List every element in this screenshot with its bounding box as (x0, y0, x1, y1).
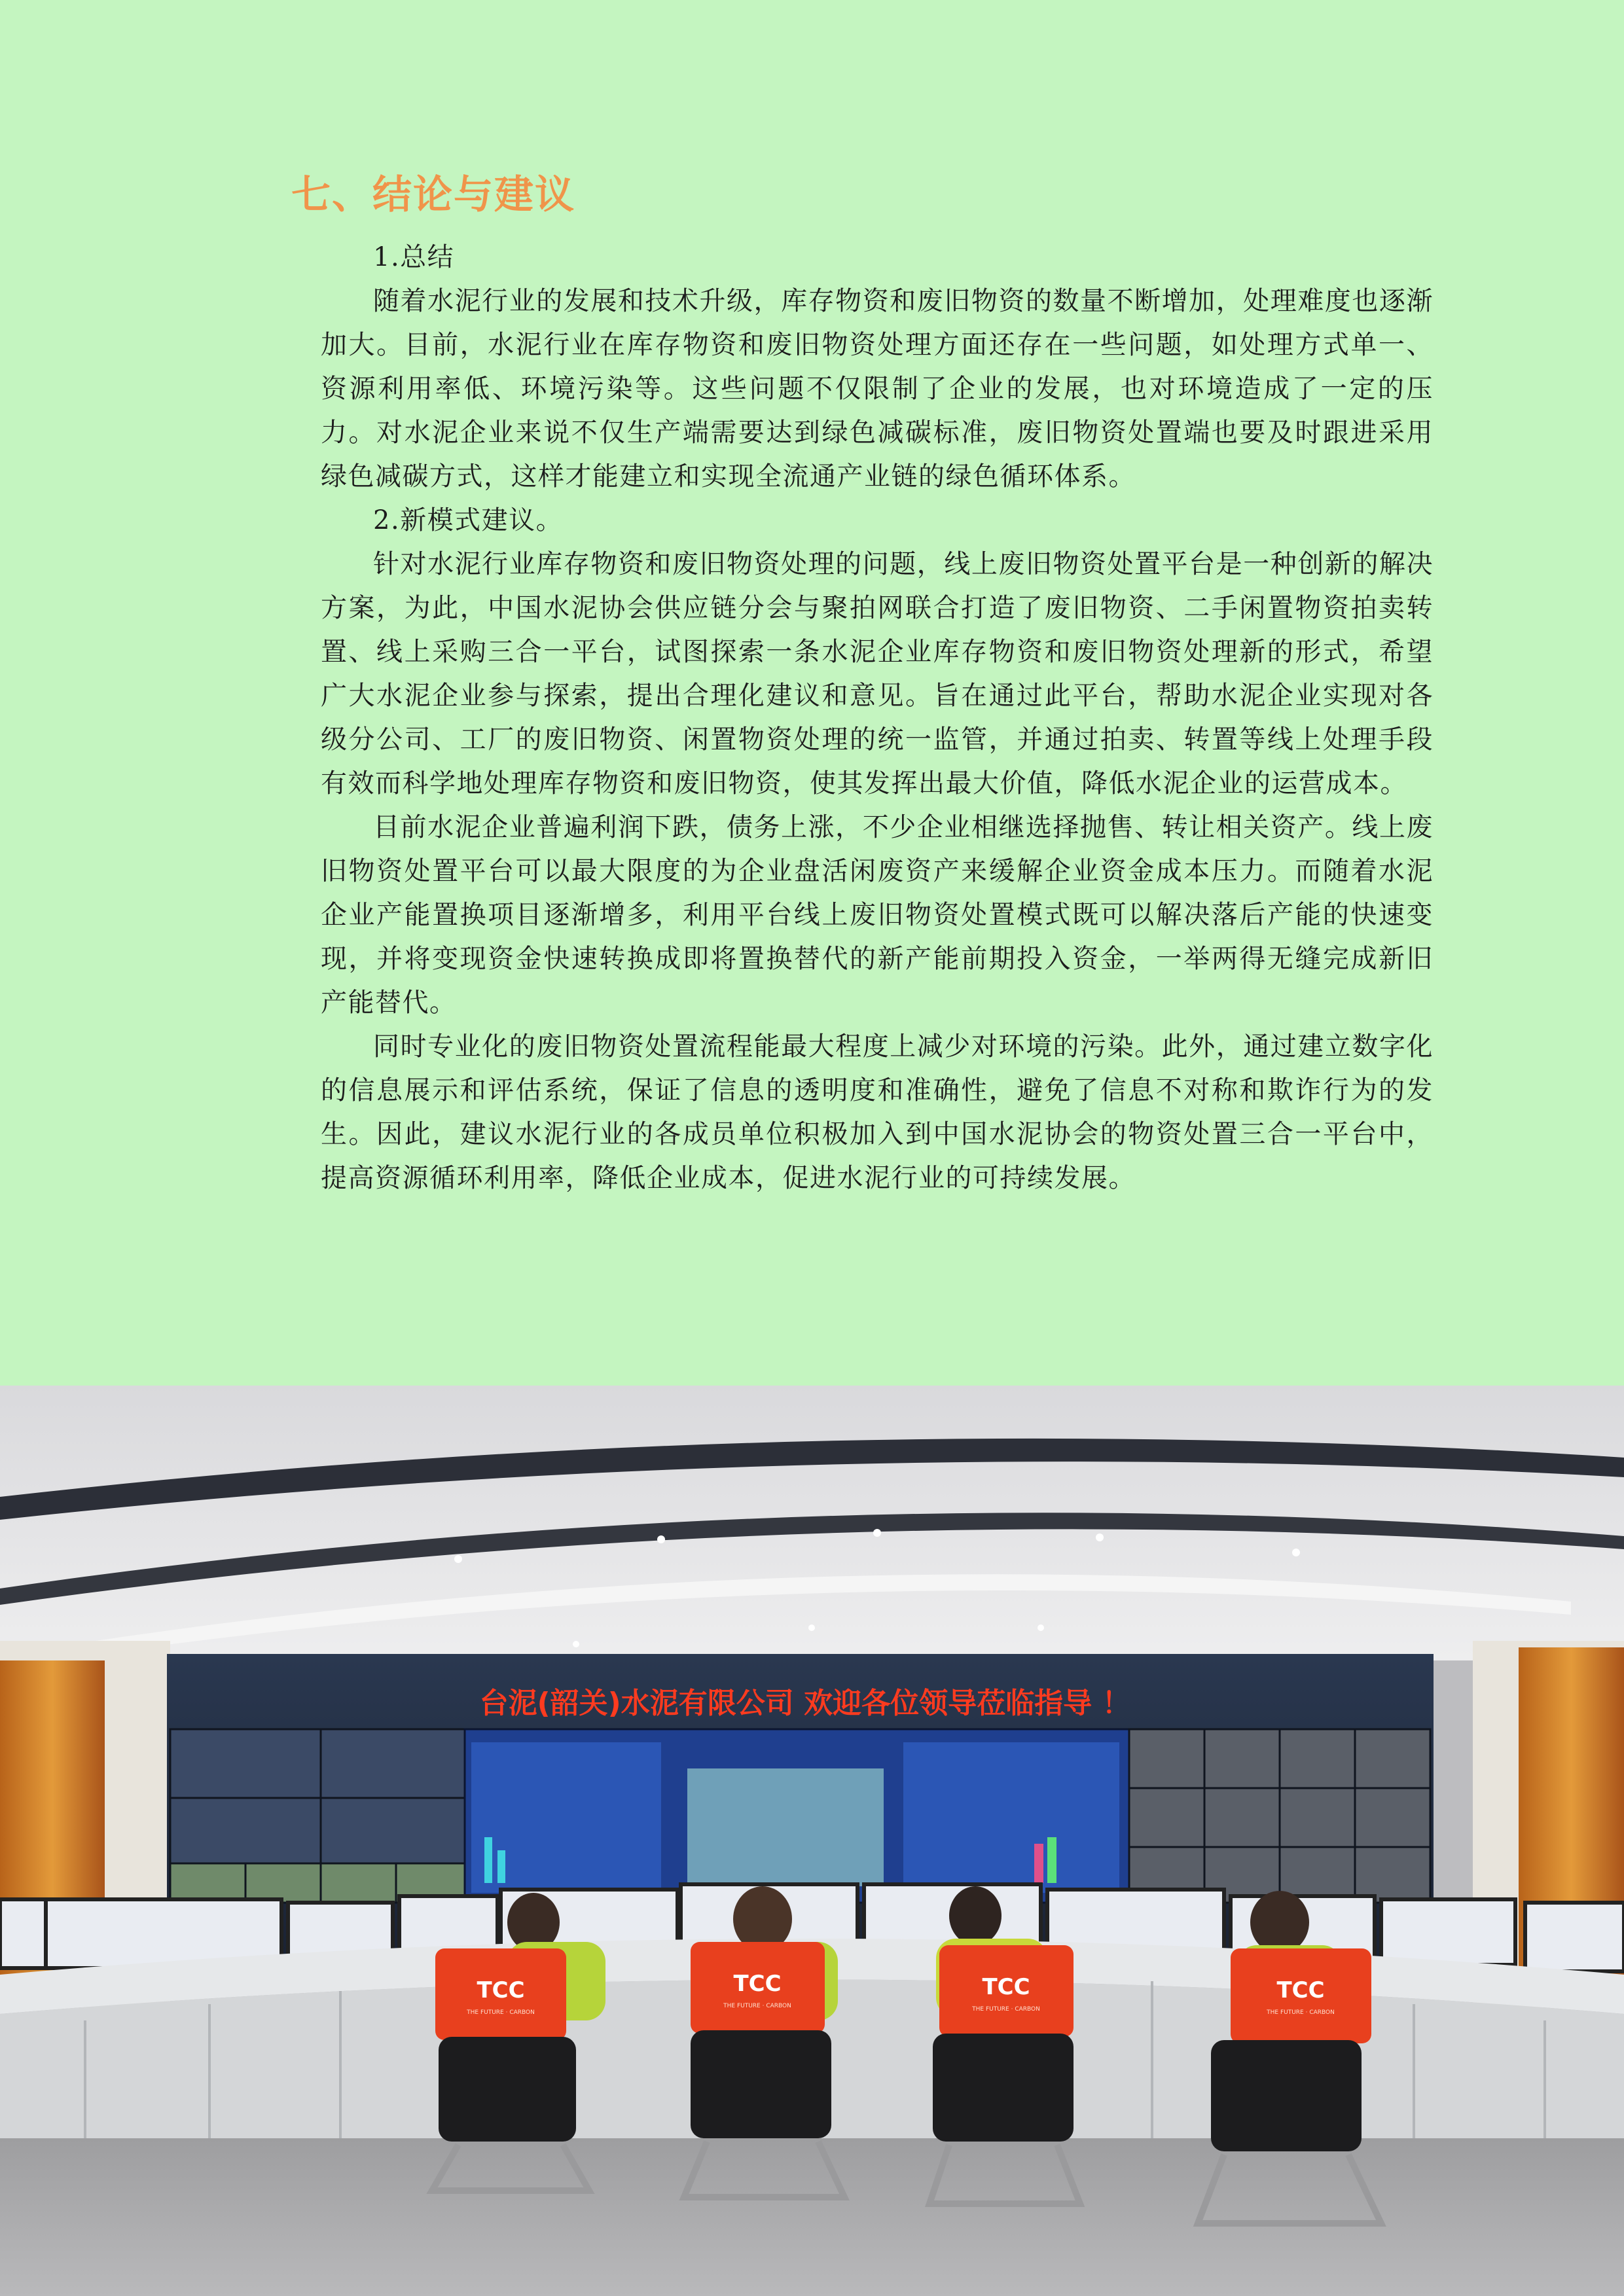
paragraph-summary: 随着水泥行业的发展和技术升级，库存物资和废旧物资的数量不断增加，处理难度也逐渐加大。目前，水泥行业在库存物资和废旧物资处理方面还存在一些问题，如处理方式单一、资源利用率低、环境污染等。这些问题不仅限制了企业的发展，也对环境造成了一定的压力。对水泥企业来说不仅生产端需要达到绿色减碳标准，废旧物资处置端也要及时跟进采用绿色减碳方式，这样才能建立和实现全流通产业链的绿色循环体系。 (321, 286, 1434, 492)
led-banner-text: 台泥(韶关)水泥有限公司 欢迎各位领导莅临指导 ！ (479, 1687, 1131, 1720)
chair-logo-subtitle: THE FUTURE · CARBON (467, 2009, 535, 2016)
chair-logo: TCC (477, 1977, 525, 2003)
chair-logo: TCC (1276, 1977, 1325, 2003)
body-text (321, 236, 1434, 1200)
section-title: 七、结论与建议 (291, 172, 575, 218)
chair-logo-subtitle: THE FUTURE · CARBON (723, 2003, 791, 2009)
subheading-summary: 1.总结 (373, 242, 455, 272)
chair-logo-subtitle: THE FUTURE · CARBON (972, 2006, 1040, 2013)
control-room-photo (0, 1386, 1624, 2296)
chair-logo: TCC (733, 1971, 782, 1997)
subheading-new-model: 2.新模式建议。 (373, 505, 564, 535)
paragraph-environment: 同时专业化的废旧物资处置流程能最大程度上减少对环境的污染。此外，通过建立数字化的信息展示和评估系统，保证了信息的透明度和准确性，避免了信息不对称和欺诈行为的发生。因此，建议水泥行业的各成员单位积极加入到中国水泥协会的物资处置三合一平台中，提高资源循环利用率，降低企业成本，促进水泥行业的可持续发展。 (321, 1031, 1434, 1193)
chair-logo-subtitle: THE FUTURE · CARBON (1267, 2009, 1335, 2016)
paragraph-platform: 针对水泥行业库存物资和废旧物资处理的问题，线上废旧物资处置平台是一种创新的解决方案，为此，中国水泥协会供应链分会与聚拍网联合打造了废旧物资、二手闲置物资拍卖转置、线上采购三合一平台，试图探索一条水泥企业库存物资和废旧物资处理新的形式，希望广大水泥企业参与探索，提出合理化建议和意见。旨在通过此平台，帮助水泥企业实现对各级分公司、工厂的废旧物资、闲置物资处理的统一监管，并通过拍卖、转置等线上处理手段有效而科学地处理库存物资和废旧物资，使其发挥出最大价值，降低水泥企业的运营成本。 (321, 549, 1434, 798)
paragraph-profit: 目前水泥企业普遍利润下跌，债务上涨，不少企业相继选择抛售、转让相关资产。线上废旧物资处置平台可以最大限度的为企业盘活闲废资产来缓解企业资金成本压力。而随着水泥企业产能置换项目逐渐增多，利用平台线上废旧物资处置模式既可以解决落后产能的快速变现，并将变现资金快速转换成即将置换替代的新产能前期投入资金，一举两得无缝完成新旧产能替代。 (321, 812, 1434, 1018)
chair-logo: TCC (982, 1974, 1030, 2000)
